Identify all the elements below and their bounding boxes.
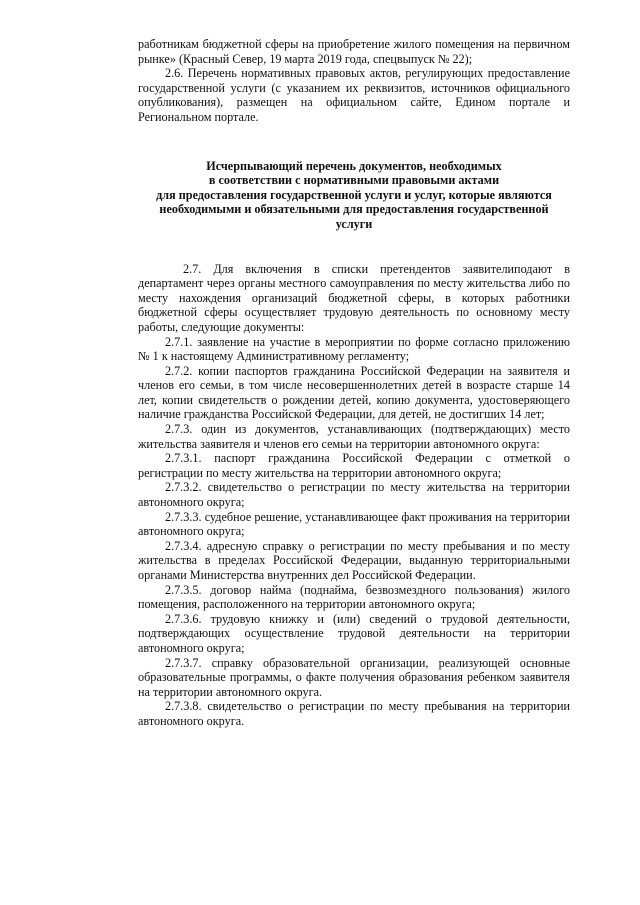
paragraph-2-7-1: 2.7.1. заявление на участие в мероприятии по форме согласно приложению № 1 к настоящему Административному регламенту; xyxy=(138,334,570,364)
paragraph-2-7-3-7: 2.7.3.7. справку образовательной организации, реализующей основные образовательные программы, о факте получения образования ребенком заявителя на территории автономного округа. xyxy=(138,655,570,699)
document-text xyxy=(138,37,570,729)
heading-line-3: для предоставления государственной услуги и услуг, которые являются xyxy=(156,187,552,202)
paragraph-2-7-3: 2.7.3. один из документов, устанавливающих (подтверждающих) место жительства заявителя и членов его семьи на территории автономного округа: xyxy=(138,422,570,451)
paragraph-2-7-3-2: 2.7.3.2. свидетельство о регистрации по месту жительства на территории автономного округа; xyxy=(138,480,570,510)
paragraph-2-7-3-1: 2.7.3.1. паспорт гражданина Российской Федерации с отметкой о регистрации по месту жительства на территории автономного округа; xyxy=(138,451,570,480)
heading-line-4: необходимыми и обязательными для предоставления государственной xyxy=(159,202,549,217)
paragraph-2-7: 2.7. Для включения в списки претендентов заявителиподают в департамент через органы местного самоуправления по месту жительства либо по месту нахождения организаций бюджетной сферы, в которых работники бюджетной сферы осуществляет трудовую деятельность по основному месту работы, следующие документы: xyxy=(138,261,570,334)
paragraph-2-7-3-6: 2.7.3.6. трудовую книжку и (или) сведений о трудовой деятельности, подтверждающих осуществление трудовой деятельности на территории автономного округа; xyxy=(138,611,570,655)
paragraph-2-7-3-3: 2.7.3.3. судебное решение, устанавливающее факт проживания на территории автономного округа; xyxy=(138,509,570,539)
paragraph-2-7-2: 2.7.2. копии паспортов гражданина Российской Федерации на заявителя и членов его семьи, в том числе несовершеннолетних детей в возрасте старше 14 лет, копии свидетельств о рождении детей, копию документа, удостоверяющего наличие гражданства Российской Федерации, для детей, не достигших 14 лет; xyxy=(138,363,570,422)
paragraph-2-7-3-8: 2.7.3.8. свидетельство о регистрации по месту пребывания на территории автономного округа. xyxy=(138,699,570,728)
section-heading xyxy=(138,159,570,232)
heading-line-1: Исчерпывающий перечень документов, необходимых xyxy=(206,158,502,173)
intro-paragraph-continuation: работникам бюджетной сферы на приобретение жилого помещения на первичном рынке» (Красный Север, 19 марта 2019 года, спецвыпуск № 22); xyxy=(138,37,570,66)
paragraph-2-7-3-5: 2.7.3.5. договор найма (поднайма, безвозмездного пользования) жилого помещения, расположенного на территории автономного округа; xyxy=(138,582,570,612)
paragraph-2-7-3-4: 2.7.3.4. адресную справку о регистрации по месту пребывания и по месту жительства в пределах Российской Федерации, выданную территориальными органами Министерства внутренних дел Российской Федерации. xyxy=(138,538,570,582)
heading-line-5: услуги xyxy=(335,216,373,231)
heading-line-2: в соответствии с нормативными правовыми актами xyxy=(208,173,500,188)
paragraph-2-6: 2.6. Перечень нормативных правовых актов, регулирующих предоставление государственной услуги (с указанием их реквизитов, источников официального опубликования), размещен на официальном сайте, Едином портале и Региональном портале. xyxy=(138,66,570,124)
